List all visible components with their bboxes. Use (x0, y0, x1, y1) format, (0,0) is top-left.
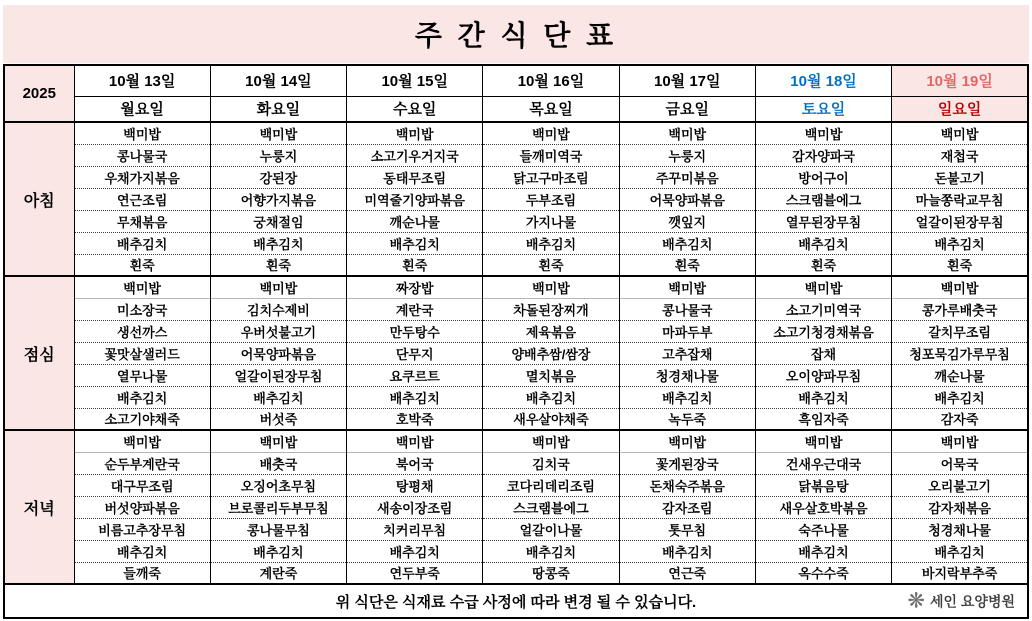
header-day-col-6: 토요일 (755, 96, 891, 122)
menu-cell: 깨순나물 (347, 210, 483, 232)
menu-cell: 차돌된장찌개 (483, 298, 619, 320)
section-breakfast (4, 122, 1028, 276)
menu-cell: 배추김치 (619, 232, 755, 254)
menu-cell: 백미밥 (483, 430, 619, 452)
menu-cell: 새우살야채죽 (483, 408, 619, 430)
menu-cell: 우버섯불고기 (210, 320, 346, 342)
menu-cell: 배추김치 (755, 540, 891, 562)
menu-cell: 단무지 (347, 342, 483, 364)
menu-cell: 양배추쌈/쌈장 (483, 342, 619, 364)
menu-cell: 감자양파국 (755, 144, 891, 166)
pinwheel-flower-icon: ❋ (907, 589, 925, 613)
menu-cell: 계란죽 (210, 562, 346, 584)
menu-cell: 흰죽 (892, 254, 1028, 276)
menu-cell: 가지나물 (483, 210, 619, 232)
page-title: 주 간 식 단 표 (3, 5, 1029, 63)
menu-cell: 백미밥 (210, 122, 346, 144)
menu-cell: 감자죽 (892, 408, 1028, 430)
menu-cell: 소고기미역국 (755, 298, 891, 320)
menu-cell: 감자조림 (619, 496, 755, 518)
menu-row (4, 122, 1028, 144)
menu-cell: 배추김치 (755, 386, 891, 408)
menu-cell: 백미밥 (74, 276, 210, 298)
menu-cell: 청포묵김가루무침 (892, 342, 1028, 364)
menu-cell: 들깨미역국 (483, 144, 619, 166)
menu-cell: 두부조림 (483, 188, 619, 210)
menu-cell: 배추김치 (74, 540, 210, 562)
menu-cell: 얼갈이된장무침 (210, 364, 346, 386)
menu-cell: 배추김치 (483, 386, 619, 408)
menu-cell: 배추김치 (483, 232, 619, 254)
menu-cell: 들깨죽 (74, 562, 210, 584)
menu-cell: 연근조림 (74, 188, 210, 210)
menu-cell: 녹두죽 (619, 408, 755, 430)
menu-cell: 배추김치 (347, 540, 483, 562)
menu-cell: 콩나물국 (74, 144, 210, 166)
menu-cell: 멸치볶음 (483, 364, 619, 386)
menu-cell: 배추김치 (210, 386, 346, 408)
table-header (4, 65, 1028, 122)
menu-row (4, 342, 1028, 364)
menu-cell: 배추김치 (892, 386, 1028, 408)
menu-cell: 닭볶음탕 (755, 474, 891, 496)
menu-cell: 무채볶음 (74, 210, 210, 232)
section-label-breakfast: 아침 (4, 122, 74, 276)
menu-cell: 꽃맛살샐러드 (74, 342, 210, 364)
menu-row (4, 210, 1028, 232)
header-date-col-3: 10월 15일 (347, 65, 483, 96)
menu-cell: 제육볶음 (483, 320, 619, 342)
menu-cell: 새우살호박볶음 (755, 496, 891, 518)
menu-cell: 흰죽 (74, 254, 210, 276)
menu-cell: 배추김치 (755, 232, 891, 254)
menu-cell: 방어구이 (755, 166, 891, 188)
menu-cell: 대구무조림 (74, 474, 210, 496)
menu-cell: 갈치무조림 (892, 320, 1028, 342)
menu-cell: 소고기야채죽 (74, 408, 210, 430)
footer-notice: 위 식단은 식재료 수급 사정에 따라 변경 될 수 있습니다. (335, 593, 697, 611)
menu-cell: 백미밥 (74, 430, 210, 452)
menu-cell: 순두부계란국 (74, 452, 210, 474)
menu-row (4, 518, 1028, 540)
menu-cell: 백미밥 (210, 276, 346, 298)
menu-cell: 백미밥 (755, 430, 891, 452)
menu-cell: 톳무침 (619, 518, 755, 540)
menu-cell: 백미밥 (347, 430, 483, 452)
menu-cell: 잡채 (755, 342, 891, 364)
menu-cell: 백미밥 (210, 430, 346, 452)
menu-row (4, 320, 1028, 342)
menu-cell: 배추김치 (74, 232, 210, 254)
menu-cell: 재첩국 (892, 144, 1028, 166)
menu-cell: 강된장 (210, 166, 346, 188)
menu-cell: 치커리무침 (347, 518, 483, 540)
menu-cell: 흰죽 (347, 254, 483, 276)
menu-cell: 동태무조림 (347, 166, 483, 188)
menu-cell: 김치수제비 (210, 298, 346, 320)
menu-cell: 흰죽 (619, 254, 755, 276)
header-date-col-7: 10월 19일 (892, 65, 1028, 96)
header-date-row (4, 65, 1028, 96)
menu-cell: 옥수수죽 (755, 562, 891, 584)
menu-cell: 백미밥 (892, 122, 1028, 144)
menu-cell: 연두부죽 (347, 562, 483, 584)
menu-cell: 건새우근대국 (755, 452, 891, 474)
menu-row (4, 232, 1028, 254)
menu-cell: 비름고추장무침 (74, 518, 210, 540)
menu-cell: 버섯죽 (210, 408, 346, 430)
menu-cell: 연근죽 (619, 562, 755, 584)
header-day-col-4: 목요일 (483, 96, 619, 122)
menu-row (4, 540, 1028, 562)
header-day-row (4, 96, 1028, 122)
menu-cell: 돈채숙주볶음 (619, 474, 755, 496)
menu-cell: 계란국 (347, 298, 483, 320)
menu-cell: 백미밥 (892, 276, 1028, 298)
menu-cell: 꽃게된장국 (619, 452, 755, 474)
menu-cell: 마파두부 (619, 320, 755, 342)
footer-bar (3, 585, 1029, 619)
menu-cell: 백미밥 (755, 122, 891, 144)
menu-cell: 깨순나물 (892, 364, 1028, 386)
menu-table (3, 64, 1029, 585)
menu-cell: 열무된장무침 (755, 210, 891, 232)
menu-cell: 소고기우거지국 (347, 144, 483, 166)
menu-cell: 청경채나물 (619, 364, 755, 386)
menu-cell: 어묵양파볶음 (210, 342, 346, 364)
menu-row (4, 364, 1028, 386)
menu-cell: 스크램블에그 (483, 496, 619, 518)
menu-row (4, 144, 1028, 166)
menu-cell: 백미밥 (892, 430, 1028, 452)
menu-cell: 청경채나물 (892, 518, 1028, 540)
header-date-col-5: 10월 17일 (619, 65, 755, 96)
menu-row (4, 276, 1028, 298)
menu-cell: 오리불고기 (892, 474, 1028, 496)
menu-cell: 콩나물무침 (210, 518, 346, 540)
menu-cell: 닭고구마조림 (483, 166, 619, 188)
menu-cell: 우채가지볶음 (74, 166, 210, 188)
menu-cell: 백미밥 (619, 122, 755, 144)
menu-cell: 스크램블에그 (755, 188, 891, 210)
menu-cell: 콩가루배춧국 (892, 298, 1028, 320)
menu-cell: 숙주나물 (755, 518, 891, 540)
menu-cell: 마늘쫑락교무침 (892, 188, 1028, 210)
menu-cell: 열무나물 (74, 364, 210, 386)
header-day-col-7: 일요일 (892, 96, 1028, 122)
menu-cell: 미역줄기양파볶음 (347, 188, 483, 210)
menu-row (4, 408, 1028, 430)
menu-cell: 배추김치 (619, 540, 755, 562)
hospital-logo (907, 591, 1015, 612)
menu-cell: 어묵양파볶음 (619, 188, 755, 210)
menu-cell: 바지락부추죽 (892, 562, 1028, 584)
year-label: 2025 (4, 65, 74, 122)
menu-cell: 소고기청경채볶음 (755, 320, 891, 342)
menu-cell: 코다리데리조림 (483, 474, 619, 496)
header-day-col-5: 금요일 (619, 96, 755, 122)
section-dinner (4, 430, 1028, 584)
menu-cell: 흰죽 (755, 254, 891, 276)
menu-cell: 만두탕수 (347, 320, 483, 342)
menu-row (4, 166, 1028, 188)
menu-cell: 얼갈이나물 (483, 518, 619, 540)
menu-cell: 짜장밥 (347, 276, 483, 298)
header-date-col-4: 10월 16일 (483, 65, 619, 96)
menu-cell: 백미밥 (755, 276, 891, 298)
menu-cell: 궁채절임 (210, 210, 346, 232)
menu-cell: 백미밥 (74, 122, 210, 144)
menu-cell: 콩나물국 (619, 298, 755, 320)
menu-cell: 배추김치 (892, 540, 1028, 562)
menu-row (4, 496, 1028, 518)
menu-cell: 백미밥 (619, 430, 755, 452)
menu-row (4, 188, 1028, 210)
menu-cell: 백미밥 (347, 122, 483, 144)
menu-row (4, 474, 1028, 496)
header-date-col-1: 10월 13일 (74, 65, 210, 96)
menu-cell: 어향가지볶음 (210, 188, 346, 210)
menu-cell: 배추김치 (619, 386, 755, 408)
menu-cell: 탕평채 (347, 474, 483, 496)
menu-cell: 배추김치 (210, 540, 346, 562)
hospital-name: 세인 요양병원 (929, 593, 1015, 609)
menu-cell: 김치국 (483, 452, 619, 474)
menu-cell: 백미밥 (619, 276, 755, 298)
header-day-col-3: 수요일 (347, 96, 483, 122)
menu-cell: 배추김치 (892, 232, 1028, 254)
menu-cell: 흰죽 (210, 254, 346, 276)
header-day-col-2: 화요일 (210, 96, 346, 122)
menu-cell: 배추김치 (74, 386, 210, 408)
menu-cell: 배추김치 (210, 232, 346, 254)
header-date-col-6: 10월 18일 (755, 65, 891, 96)
section-lunch (4, 276, 1028, 430)
menu-cell: 미소장국 (74, 298, 210, 320)
menu-cell: 감자채볶음 (892, 496, 1028, 518)
menu-cell: 새송이장조림 (347, 496, 483, 518)
menu-cell: 흰죽 (483, 254, 619, 276)
menu-row (4, 298, 1028, 320)
menu-cell: 호박죽 (347, 408, 483, 430)
header-date-col-2: 10월 14일 (210, 65, 346, 96)
menu-cell: 백미밥 (483, 276, 619, 298)
menu-cell: 누룽지 (210, 144, 346, 166)
menu-cell: 어묵국 (892, 452, 1028, 474)
menu-cell: 배추김치 (347, 386, 483, 408)
menu-cell: 배춧국 (210, 452, 346, 474)
header-day-col-1: 월요일 (74, 96, 210, 122)
menu-cell: 땅콩죽 (483, 562, 619, 584)
menu-cell: 배추김치 (483, 540, 619, 562)
menu-cell: 고추잡채 (619, 342, 755, 364)
menu-cell: 돈불고기 (892, 166, 1028, 188)
menu-cell: 생선까스 (74, 320, 210, 342)
menu-row (4, 452, 1028, 474)
section-label-lunch: 점심 (4, 276, 74, 430)
menu-cell: 누룽지 (619, 144, 755, 166)
menu-row (4, 386, 1028, 408)
menu-cell: 요쿠르트 (347, 364, 483, 386)
menu-cell: 오이양파무침 (755, 364, 891, 386)
menu-row (4, 562, 1028, 584)
section-label-dinner: 저녁 (4, 430, 74, 584)
menu-row (4, 430, 1028, 452)
menu-cell: 주꾸미볶음 (619, 166, 755, 188)
menu-cell: 북어국 (347, 452, 483, 474)
menu-cell: 얼갈이된장무침 (892, 210, 1028, 232)
menu-cell: 버섯양파볶음 (74, 496, 210, 518)
menu-cell: 배추김치 (347, 232, 483, 254)
menu-cell: 브로콜리두부무침 (210, 496, 346, 518)
menu-cell: 흑임자죽 (755, 408, 891, 430)
menu-cell: 깻잎지 (619, 210, 755, 232)
menu-row (4, 254, 1028, 276)
menu-cell: 오징어초무침 (210, 474, 346, 496)
menu-cell: 백미밥 (483, 122, 619, 144)
